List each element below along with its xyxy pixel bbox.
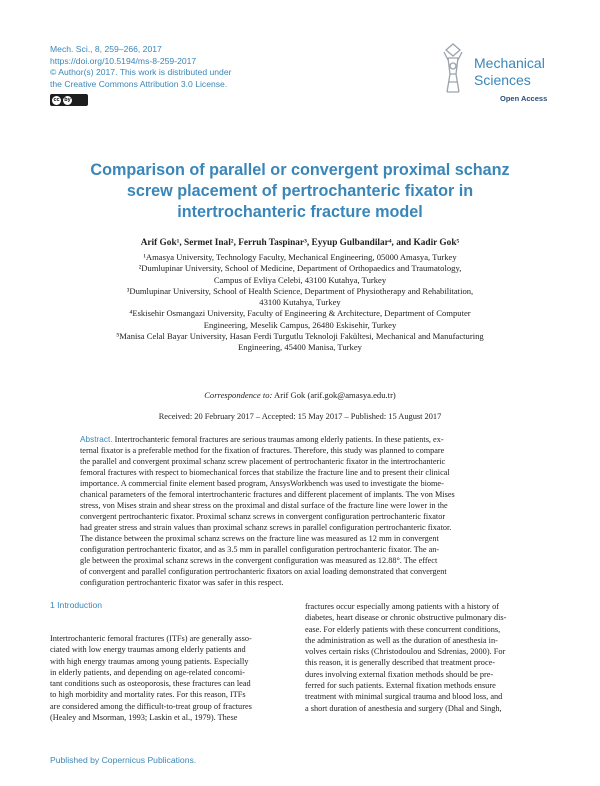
cc-icon: cc bbox=[53, 96, 60, 103]
author-list: Arif Gok¹, Sermet Inal², Ferruh Taspinar³, Eyyup Gulbandilar⁴, and Kadir Gok⁵ bbox=[140, 238, 460, 248]
paper-title: Comparison of parallel or convergent proximal schanz screw placement of pertrochanteric fixator in intertrochanteric fracture model bbox=[90, 161, 510, 221]
license-line: the Creative Commons Attribution 3.0 License. bbox=[50, 78, 228, 89]
copyright-line: © Author(s) 2017. This work is distributed under bbox=[50, 67, 232, 77]
journal-logo-icon bbox=[438, 40, 468, 96]
publication-dates: Received: 20 February 2017 – Accepted: 15 May 2017 – Published: 15 August 2017 bbox=[158, 412, 442, 421]
body-column-right: fractures occur especially among patients with a history of diabetes, heart disease or chronic obstructive pulmonary dis- ease. For elderly patients with these concurrent conditions, the administration as well as the duration of anesthesia in- volves certain risks (Christodoulou and Sdrenias, 2000). For this reason, it is generally described that treatment proce- dures involving external fixation methods should be pre- ferred for such patients. External fixation methods ensure treatment with minimal surgical trauma and blood loss, and a short duration of anesthesia and surgery (Dhal and Singh, bbox=[305, 602, 507, 713]
affiliations: ¹Amasya University, Technology Faculty, Mechanical Engineering, 05000 Amasya, Turkey ²Dumlupinar University, School of Medicine, Department of Orthopaedics and Traumatology, Campus of Evliya Celebi, 43100 Kutahya, Turkey ³Dumlupinar University, School of Health Science, Department of Physiotherapy and Rehabilitation, 43100 Kutahya, Turkey ⁴Eskisehir Osmangazi University, Faculty of Engineering & Architecture, Department of Computer Engineering, Meselik Campus, 26480 Eskisehir, Turkey ⁵Manisa Celal Bayar University, Hasan Ferdi Turgutlu Teknoloji Fakültesi, Mechanical and Manufacturing Engineering, 45400 Manisa, Turkey bbox=[116, 252, 484, 353]
cc-license-badge[interactable] bbox=[50, 94, 88, 106]
publisher-footer: Published by Copernicus Publications. bbox=[50, 755, 197, 765]
correspondence bbox=[40, 390, 560, 400]
doi-link[interactable]: https://doi.org/10.5194/ms-8-259-2017 bbox=[50, 55, 197, 66]
open-access-label: Open Access bbox=[500, 94, 548, 103]
section-heading-introduction: 1 Introduction bbox=[50, 600, 103, 610]
article-meta bbox=[50, 44, 231, 90]
body-column-left: Intertrochanteric femoral fractures (ITFs) are generally asso- ciated with low energy traumas among elderly patients and with high energy traumas among young patients. Especially in elderly patients, and depending on age-related concomi- tant conditions such as osteoporosis, these fractures can lead to high morbidity and mortality rates. For this reason, ITFs are considered among the difficult-to-treat group of fractures (Healey and Msorman, 1993; Laskin et al., 1979). These bbox=[50, 634, 252, 723]
journal-name: Mechanical Sciences bbox=[474, 55, 545, 88]
correspondence-label: Correspondence to: bbox=[204, 390, 273, 400]
citation-line: Mech. Sci., 8, 259–266, 2017 bbox=[50, 44, 162, 54]
abstract-label: Abstract. bbox=[80, 435, 113, 444]
abstract: Abstract. Intertrochanteric femoral fractures are serious traumas among elderly patients. In these patients, ex- ternal fixator is a preferable method for the fixation of fractures. Therefore, this study was planned to compare the parallel and convergent proximal schanz screw placement of pertrochanteric fixator in the intertrochanteric femoral fractures with respect to biomechanical forces that stabilize the fracture line and to present their clinical importance. A commercial finite element based program, AnsysWorkbench was used to investigate the biome- chanical parameters of the femoral intertrochanteric fractures and different placement of implants. The von Mises stress, von Mises strain and shear stress on the proximal and distal surface of the fracture line were lower in the convergent pertrochanteric fixator. Proximal schanz screws in convergent configuration pertrochanteric fixator had greater stress and strain values than proximal schanz screws in parallel configuration pertrochanteric fixator. The distance between the proximal schanz screws on the fracture line was measured as 12 mm in convergent configuration pertrochanteric fixator, and as 3.5 mm in parallel configuration pertrochanteric fixator. The an- gle between the proximal schanz screws in the convergent configuration was measured as 12.88°. The effect of convergent and parallel configuration pertrochanteric fixators on axial loading demonstrated that convergent configuration pertrochanteric fixator was safer in this respect. bbox=[80, 435, 455, 587]
correspondence-email[interactable]: Arif Gok (arif.gok@amasya.edu.tr) bbox=[272, 390, 396, 400]
by-icon: by bbox=[64, 96, 71, 103]
